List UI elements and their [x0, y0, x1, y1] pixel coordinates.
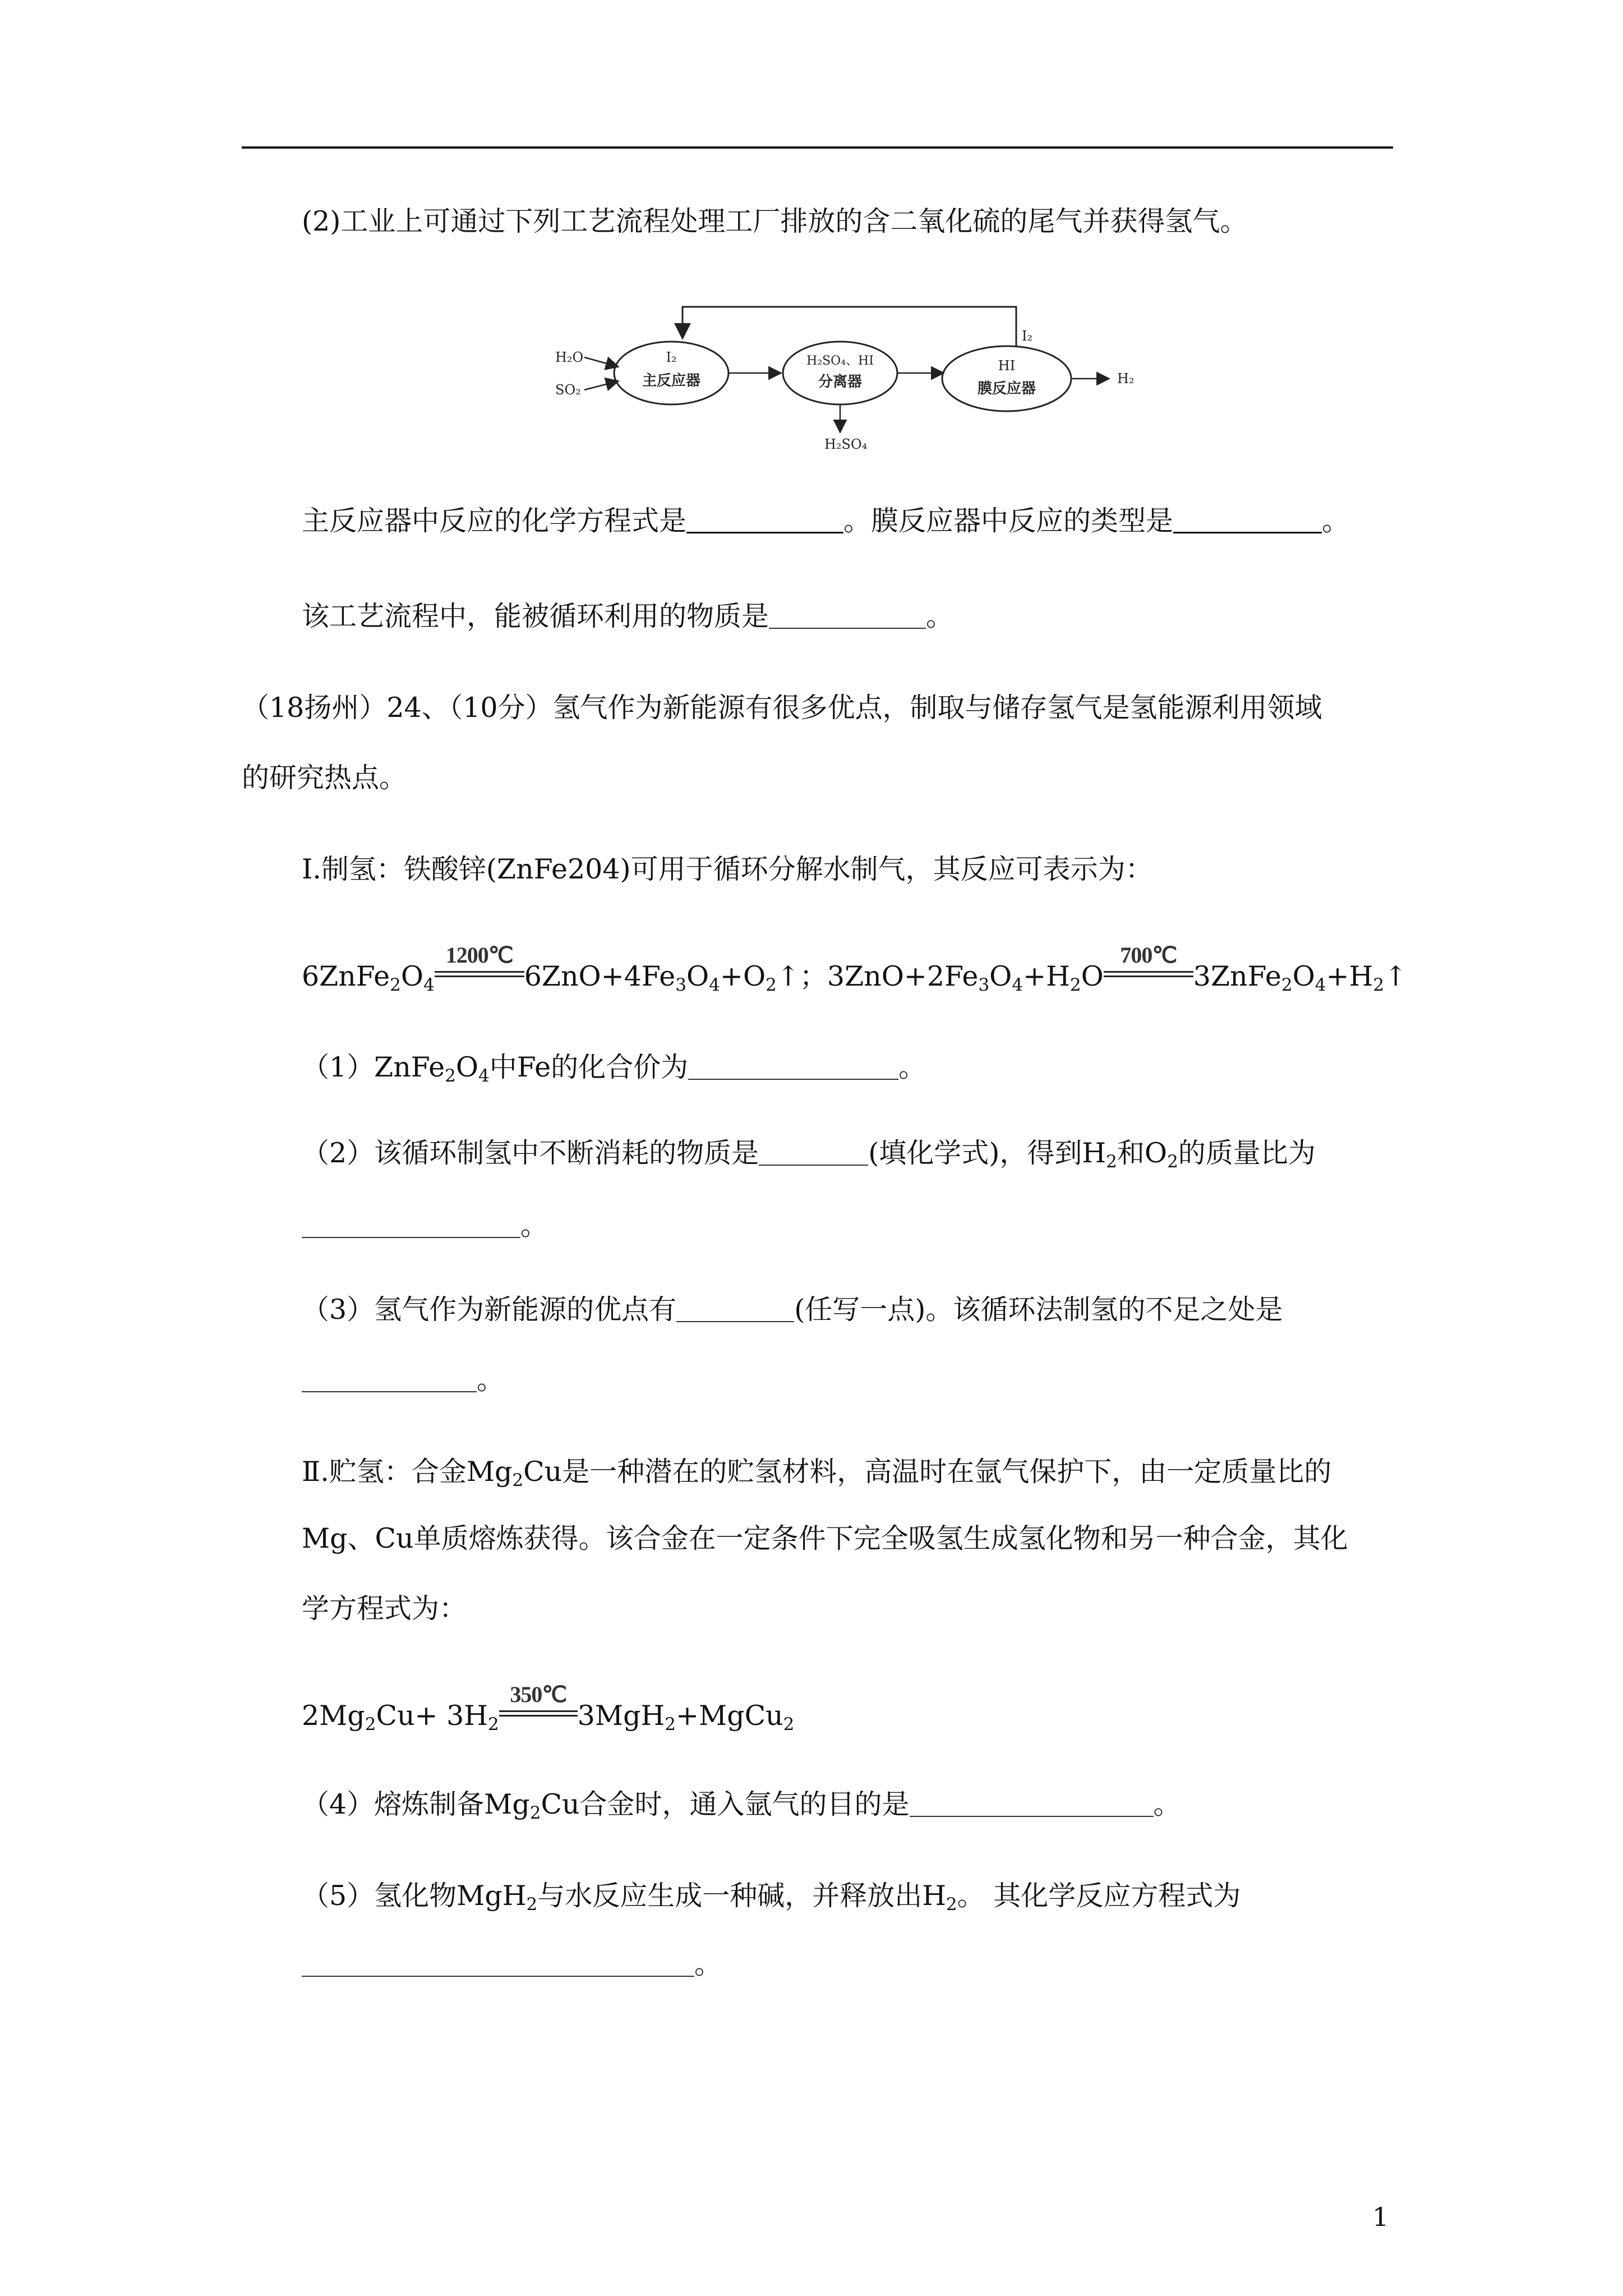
answer-blank-5[interactable]: [302, 1951, 694, 1977]
membrane-reactor: [942, 346, 1071, 411]
question-24-line1: （18扬州）24、（10分）氢气作为新能源有很多优点，制取与储存氢气是氢能源利用领域: [242, 692, 1322, 724]
recycle-label: I₂: [1022, 328, 1033, 344]
condition-700c: 700℃: [1104, 955, 1193, 989]
separator-label: 分离器: [818, 374, 863, 390]
output-h2: H₂: [1117, 371, 1135, 386]
question-2: （2）该循环制氢中不断消耗的物质是 (填化学式)，得到$H_2$和$O_2$的质量比为: [302, 1137, 1316, 1172]
question-4: （4）熔炼制备$Mg_2Cu$合金时，通入氩气的目的是 。: [302, 1788, 1181, 1823]
question-5-cont: 。: [302, 1948, 722, 1981]
answer-blank-3b[interactable]: [302, 1366, 477, 1392]
condition-1200c: 1200℃: [435, 955, 524, 989]
process-flow-diagram: [550, 295, 1155, 454]
part2-intro: (2)工业上可通过下列工艺流程处理工厂排放的含二氧化硫的尾气并获得氢气。: [302, 205, 1248, 237]
answer-blank-2b[interactable]: [302, 1212, 520, 1238]
svg-text:H₂SO₄、HI: H₂SO₄、HI: [806, 354, 874, 368]
answer-blank-4[interactable]: [910, 1791, 1154, 1817]
question-5: （5）氢化物MgH$_2$与水反应生成一种碱，并释放出$H_2$。 其化学反应方程式为: [302, 1880, 1241, 1915]
answer-blank-reaction-type[interactable]: [1173, 507, 1322, 533]
answer-blank-3a[interactable]: [676, 1296, 794, 1322]
answer-blank-equation[interactable]: [686, 507, 843, 533]
part2-line1: Ⅱ.贮氢：合金$Mg_2Cu$是一种潜在的贮氢材料，高温时在氩气保护下，由一定质量比的: [302, 1456, 1332, 1490]
question-recycle: 该工艺流程中，能被循环利用的物质是 。: [302, 600, 954, 632]
part2-line2: Mg、Cu单质熔炼获得。该合金在一定条件下完全吸氢生成氢化物和另一种合金，其化: [302, 1522, 1348, 1554]
separator: [783, 342, 897, 404]
svg-text:I₂: I₂: [666, 349, 677, 365]
condition-350c: 350℃: [499, 1695, 578, 1728]
question-3-cont: 。: [302, 1363, 504, 1397]
question-1: $(1)ZnFe_2O_4$中Fe的化合价为 。: [302, 1051, 926, 1086]
answer-blank-2a[interactable]: [759, 1140, 868, 1166]
answer-blank-recycle[interactable]: [769, 603, 926, 629]
membrane-reactor-label: 膜反应器: [977, 380, 1036, 397]
question-2-cont: 。: [302, 1209, 548, 1243]
input-h2o: H₂O: [555, 349, 584, 365]
svg-text:HI: HI: [998, 358, 1016, 374]
page-number: 1: [1372, 2202, 1389, 2232]
part2-line3: 学方程式为：: [302, 1593, 467, 1625]
hydrogen-storage-equation: $2Mg_2Cu+ 3H_2$ 350℃ 3MgH$_2$+MgCu$_2$: [302, 1682, 795, 1734]
hydrogen-production-equations: $6ZnFe_2O_4$ 1200℃ $6ZnO+4Fe_3O_4+O_2↑$；$3ZnO+2Fe_3O_4+H_2O$ 700℃ $3ZnFe_2O_4+H_2↑$: [302, 942, 1408, 995]
input-so2: SO₂: [555, 382, 581, 398]
separator-output: H₂SO₄: [824, 436, 868, 452]
question-main-reactor: 主反应器中反应的化学方程式是 。膜反应器中反应的类型是 。: [302, 505, 1350, 537]
part1-title: I.制氢：铁酸锌(ZnFe204)可用于循环分解水制气，其反应可表示为：: [302, 853, 1153, 885]
main-reactor-label: 主反应器: [642, 372, 701, 389]
recycle-loop-arrow: [683, 307, 1016, 347]
question-24-line2: 的研究热点。: [242, 762, 407, 794]
question-3: （3）氢气作为新能源的优点有 (任写一点)。该循环法制氢的不足之处是: [302, 1294, 1283, 1326]
answer-blank-1[interactable]: [688, 1054, 898, 1080]
header-rule: [242, 146, 1393, 149]
